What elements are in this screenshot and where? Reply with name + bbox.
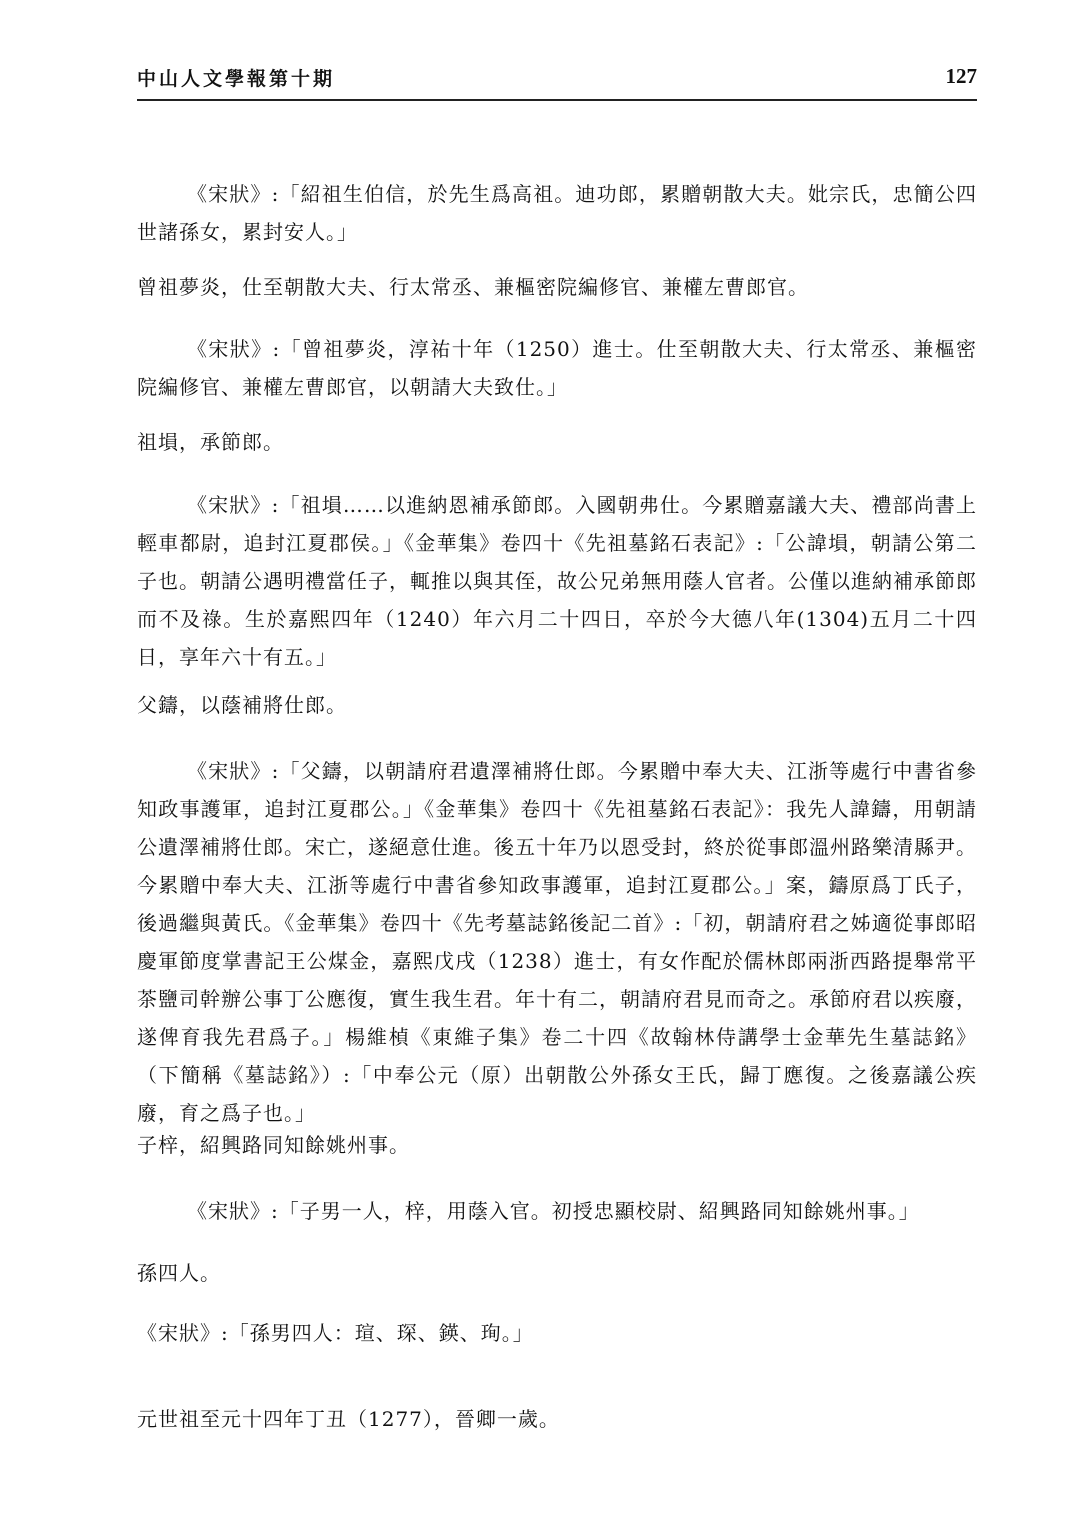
quote-paragraph: 《宋狀》:「孫男四人：瑄、琛、鍈、珣。」 <box>137 1321 534 1345</box>
quote-paragraph: 《宋狀》:「父鑄，以朝請府君遺澤補將仕郎。今累贈中奉大夫、江浙等處行中書省參知政事護軍，追封江夏郡公。」《金華集》卷四十《先祖墓銘石表記》：我先人諱鑄，用朝請公遺澤補將仕郎。宋亡，遂絕意仕進。後五十年乃以恩受封，終於從事郎溫州路樂清縣尹。今累贈中奉大夫、江浙等處行中書省參知政事護軍，追封江夏郡公。」案，鑄原爲丁氏子，後過繼與黃氏。《金華集》卷四十《先考墓誌銘後記二首》:「初，朝請府君之姊適從事郎昭慶軍節度掌書記王公煤金，嘉熙戊戌（1238）進士，有女作配於儒林郎兩浙西路提舉常平茶鹽司幹辦公事丁公應復，實生我生君。年十有二，朝請府君見而奇之。承節府君以疾廢，遂俾育我先君爲子。」楊維楨《東維子集》卷二十四《故翰林侍講學士金華先生墓誌銘》（下簡稱《墓誌銘》）:「中奉公元（原）出朝散公外孫女王氏，歸丁應復。之後嘉議公疾廢，育之爲子也。」 <box>137 759 977 1125</box>
journal-title: 中山人文學報第十期 <box>137 68 336 90</box>
quote-paragraph: 《宋狀》:「曾祖夢炎，淳祐十年（1250）進士。仕至朝散大夫、行太常丞、兼樞密院編修官、兼權左曹郎官，以朝請大夫致仕。」 <box>137 337 977 399</box>
entry-paragraph: 父鑄，以蔭補將仕郎。 <box>137 693 347 717</box>
entry-paragraph: 曾祖夢炎，仕至朝散大夫、行太常丞、兼樞密院編修官、兼權左曹郎官。 <box>137 275 809 299</box>
quote-paragraph: 《宋狀》:「祖塤……以進納恩補承節郎。入國朝弗仕。今累贈嘉議大夫、禮部尚書上輕車都尉，追封江夏郡侯。」《金華集》卷四十《先祖墓銘石表記》:「公諱塤，朝請公第二子也。朝請公遇明禮當任子，輒推以與其侄，故公兄弟無用蔭人官者。公僅以進納補承節郎而不及祿。生於嘉熙四年（1240）年六月二十四日，卒於今大德八年(1304)五月二十四日，享年六十有五。」 <box>137 493 977 669</box>
entry-paragraph: 元世祖至元十四年丁丑（1277），晉卿一歲。 <box>137 1407 560 1431</box>
entry-paragraph: 祖塤，承節郎。 <box>137 430 284 454</box>
entry-paragraph: 孫四人。 <box>137 1261 221 1285</box>
quote-paragraph: 《宋狀》:「子男一人，梓，用蔭入官。初授忠顯校尉、紹興路同知餘姚州事。」 <box>187 1199 920 1223</box>
running-header <box>137 64 977 98</box>
quote-paragraph: 《宋狀》:「紹祖生伯信，於先生爲高祖。迪功郎，累贈朝散大夫。妣宗氏，忠簡公四世諸孫女，累封安人。」 <box>137 182 977 244</box>
entry-paragraph: 子梓，紹興路同知餘姚州事。 <box>137 1133 410 1157</box>
header-rule <box>137 99 977 101</box>
page-number: 127 <box>945 64 977 88</box>
